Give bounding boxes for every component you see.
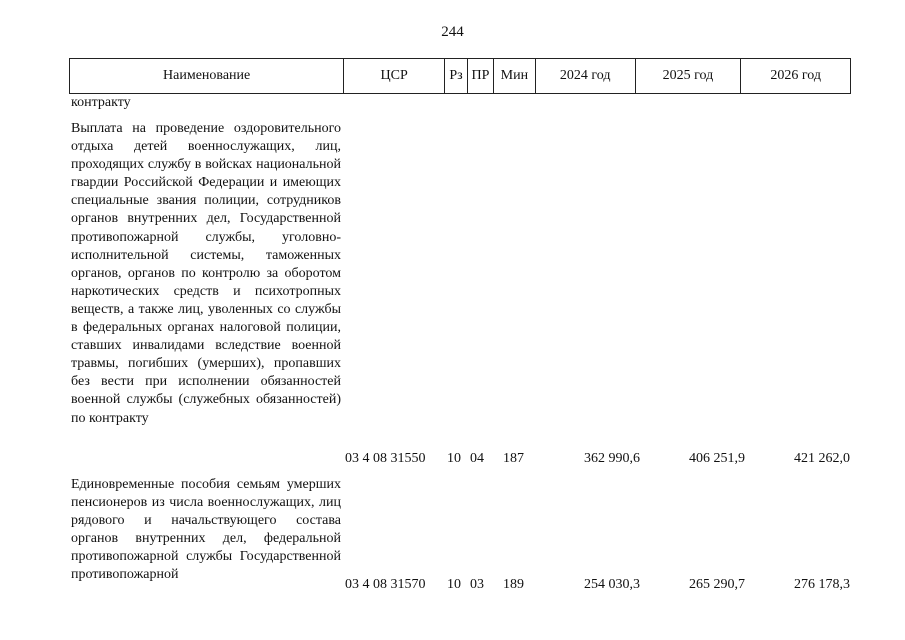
- row-name: контракту: [71, 95, 131, 110]
- column-header-name: Наименование: [70, 59, 344, 93]
- row-name: Выплата на проведение оздоровительного отдыха детей военнослужащих, лиц, проходящих службу в войсках национальной гвардии Российской Федерации и имеющих специальные звания полиции, сотрудников органов внутренних дел, Государственной противопожарной службы, уголовно-исполнительной системы, таможенных органов, органов по контролю за оборотом наркотических средств и психотропных веществ, а также лиц, уволенных со службы в федеральных органах налоговой полиции, ставших инвалидами вследствие военной травмы, погибших (умерших), пропавших без вести при исполнении обязанностей военной службы (служебных обязанностей) по контракту: [71, 121, 341, 426]
- column-header-2026: 2026 год: [770, 68, 821, 83]
- row-2024: 254 030,3: [584, 577, 640, 592]
- row-rz: 10: [447, 451, 461, 466]
- column-header-min: Мин: [494, 59, 536, 93]
- row-min: 189: [503, 577, 524, 592]
- table-row: [71, 476, 851, 606]
- row-csr: 03 4 08 31550: [345, 451, 426, 466]
- row-2025: 406 251,9: [689, 451, 745, 466]
- column-header-rz: Рз: [445, 59, 468, 93]
- row-pr: 03: [470, 577, 484, 592]
- table-header: [69, 58, 851, 94]
- table-row: [71, 94, 851, 114]
- row-2025: 265 290,7: [689, 577, 745, 592]
- row-pr: 04: [470, 451, 484, 466]
- row-csr: 03 4 08 31570: [345, 577, 426, 592]
- table-row: [71, 120, 851, 468]
- row-2026: 421 262,0: [794, 451, 850, 466]
- row-2026: 276 178,3: [794, 577, 850, 592]
- row-rz: 10: [447, 577, 461, 592]
- row-min: 187: [503, 451, 524, 466]
- row-2024: 362 990,6: [584, 451, 640, 466]
- row-name: Единовременные пособия семьям умерших пенсионеров из числа военнослужащих, лиц рядового и начальствующего состава органов внутренних дел, федеральной противопожарной службы Государственной противопожарной: [71, 477, 341, 583]
- column-header-csr: ЦСР: [344, 59, 445, 93]
- column-header-pr: ПР: [468, 59, 494, 93]
- page-number: 244: [441, 24, 464, 40]
- column-header-2024: 2024 год: [536, 59, 636, 93]
- column-header-2025: 2025 год: [636, 59, 742, 93]
